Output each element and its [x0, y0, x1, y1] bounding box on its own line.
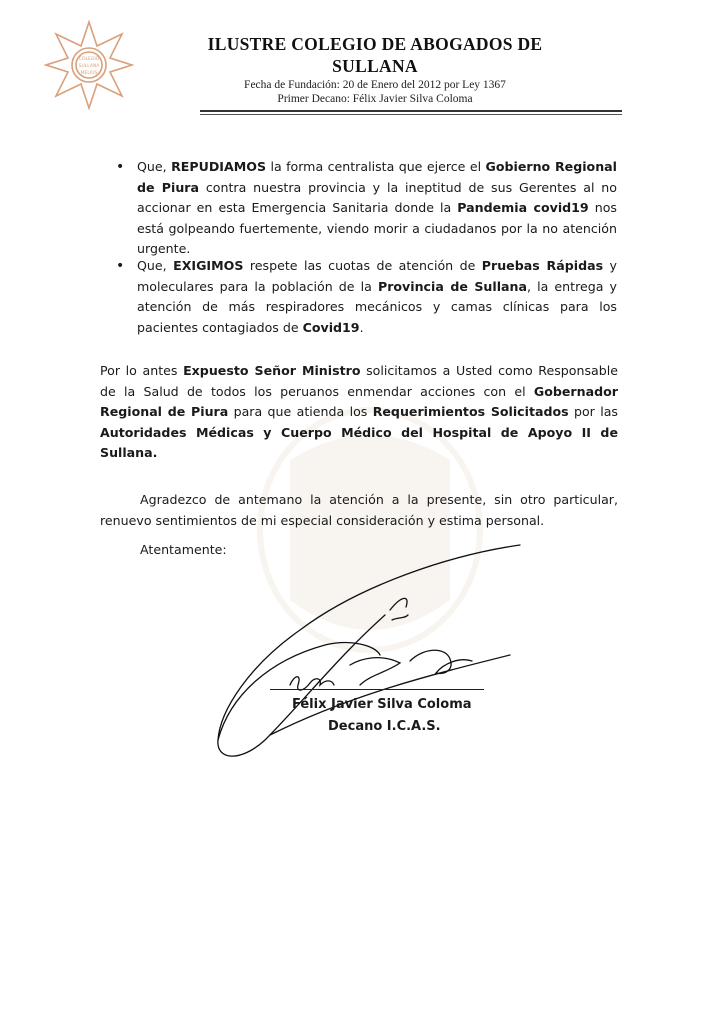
- text-run: Por lo antes: [100, 363, 184, 378]
- bold-text: EXIGIMOS: [173, 258, 244, 273]
- founding-date: Fecha de Fundación: 20 de Enero del 2012 por Ley 1367: [244, 79, 506, 91]
- bold-text: Pruebas Rápidas: [481, 258, 604, 273]
- first-dean: Primer Decano: Félix Javier Silva Coloma: [277, 93, 473, 105]
- bold-text: Requerimientos Solicitados: [372, 404, 569, 419]
- bullet-repudiamos: [137, 157, 617, 260]
- text-run: , la entrega y atención de más respiradores mecánicos y camas clínicas para los pacientes contagiados de: [137, 278, 618, 335]
- request-paragraph: [100, 361, 618, 464]
- text-run: .: [359, 319, 364, 335]
- bold-text: Provincia de Sullana: [377, 278, 527, 294]
- closing-salutation: Atentamente:: [140, 542, 227, 557]
- text-run: Que,: [137, 159, 172, 174]
- bullet-icon: •: [116, 258, 125, 274]
- svg-text:MELIUS: MELIUS: [80, 71, 98, 76]
- bold-text: REPUDIAMOS: [171, 159, 267, 174]
- text-run: nos está golpeando fuertemente, viendo morir a ciudadanos por la no atención urgente.: [137, 200, 617, 256]
- text-run: contra nuestra provincia y la ineptitud de sus Gerentes al no accionar en esta Emergencia Sanitaria donde la: [137, 179, 617, 215]
- bold-text: Expuesto Señor Ministro: [183, 363, 361, 378]
- text-run: para que atienda los: [228, 404, 373, 419]
- svg-text:COLEGIO: COLEGIO: [78, 57, 100, 62]
- svg-text:SULLANA: SULLANA: [78, 64, 100, 69]
- header-title-line1: ILUSTRE COLEGIO DE ABOGADOS DE: [207, 34, 543, 54]
- signer-name: Félix Javier Silva Coloma: [292, 697, 472, 712]
- text-run: y moleculares para la población de la: [137, 258, 617, 294]
- text-run: solicitamos a Usted como Responsable de la Salud de todos los peruanos enmendar acciones con el: [100, 363, 618, 399]
- header-title-line2: SULLANA: [332, 56, 418, 76]
- bold-text: Pandemia covid19: [457, 200, 589, 215]
- header-rule-thin: [200, 114, 622, 115]
- bold-text: Autoridades Médicas y Cuerpo Médico del Hospital de Apoyo II de Sullana.: [100, 424, 618, 460]
- text-run: Que,: [137, 258, 174, 273]
- bullet-icon: •: [116, 159, 125, 175]
- college-seal-icon: [44, 20, 134, 110]
- bold-text: Gobernador Regional de Piura: [100, 383, 618, 419]
- text-run: por las: [568, 404, 618, 419]
- handwritten-signature: [210, 535, 530, 770]
- text-run: la forma centralista que ejerce el: [266, 159, 486, 174]
- bold-text: Gobierno Regional de Piura: [137, 159, 617, 195]
- text-run: respete las cuotas de atención de: [243, 258, 482, 273]
- signature-line: [270, 689, 484, 690]
- bold-text: Covid19: [302, 319, 360, 335]
- bullet-exigimos: [137, 256, 617, 338]
- signer-title: Decano I.C.A.S.: [328, 719, 441, 734]
- thanks-paragraph: Agradezco de antemano la atención a la presente, sin otro particular, renuevo sentimientos de mi especial consideración y estima personal.: [100, 492, 618, 528]
- header-rule-thick: [200, 110, 622, 112]
